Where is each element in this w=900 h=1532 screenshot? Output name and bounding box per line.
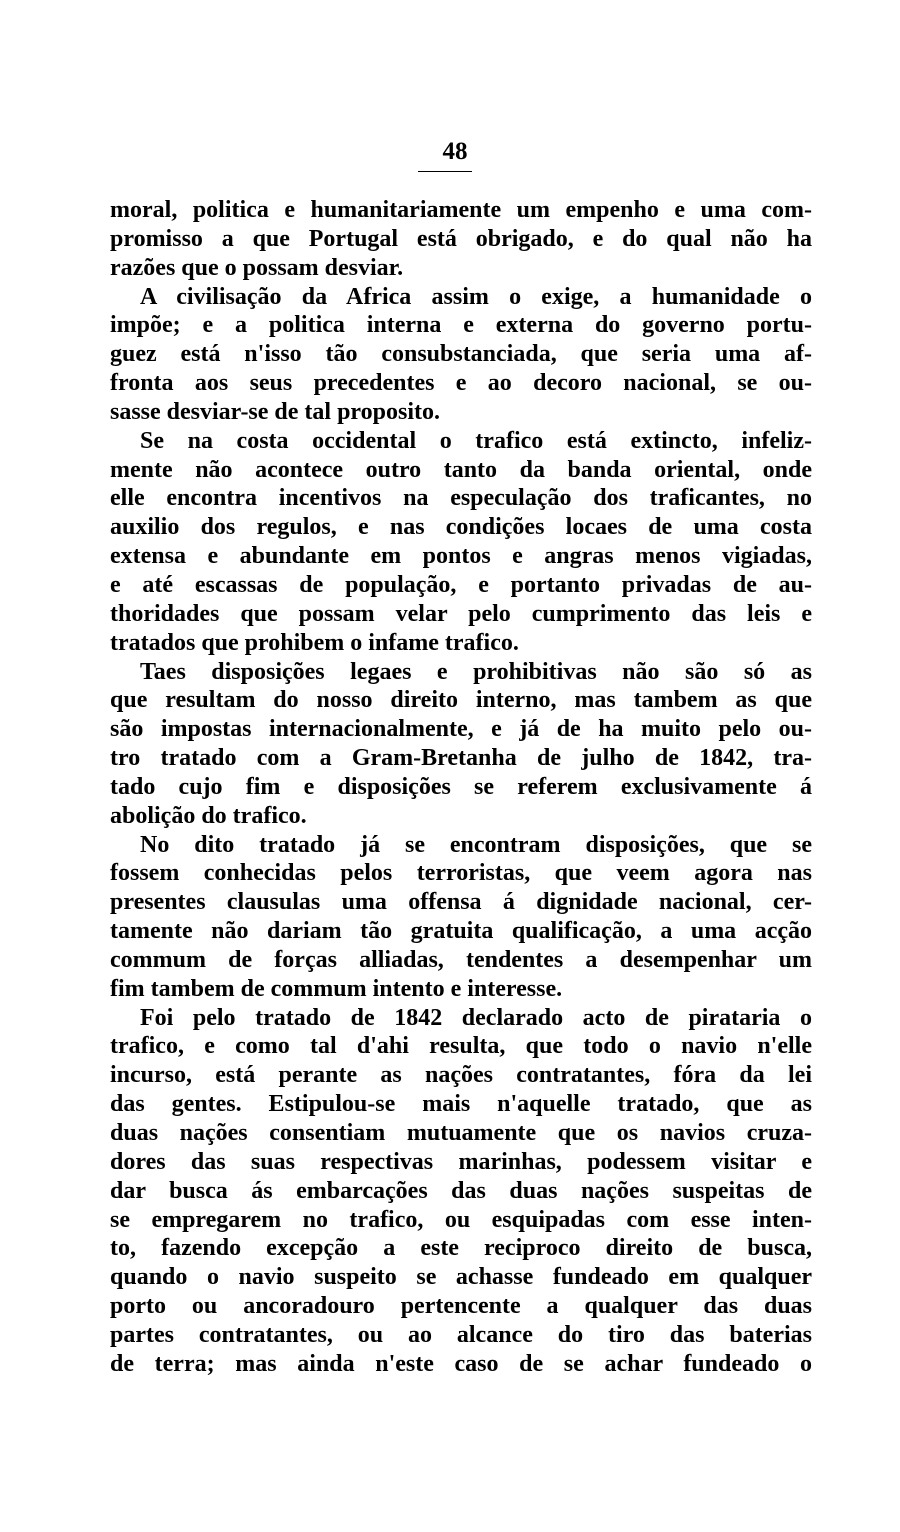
text-line: guez está n'isso tão consubstanciada, que seria uma af- <box>110 341 812 368</box>
text-line: extensa e abundante em pontos e angras menos vigiadas, <box>110 543 812 570</box>
text-line: tado cujo fim e disposições se referem exclusivamente á <box>110 773 812 800</box>
text-line: moral, politica e humanitariamente um empenho e uma com- <box>110 197 812 223</box>
text-line: Foi pelo tratado de 1842 declarado acto de pirataria o <box>140 1004 812 1031</box>
paragraph <box>110 831 812 1004</box>
text-line: sasse desviar-se de tal proposito. <box>110 398 440 425</box>
text-line: No dito tratado já se encontram disposições, que se <box>140 831 812 858</box>
text-line: incurso, está perante as nações contratantes, fóra da lei <box>110 1062 812 1089</box>
text-line: elle encontra incentivos na especulação dos traficantes, no <box>110 485 812 512</box>
text-line: tro tratado com a Gram-Bretanha de julho de 1842, tra- <box>110 745 812 772</box>
text-line: duas nações consentiam mutuamente que os navios cruza- <box>110 1120 812 1146</box>
text-line: impõe; e a politica interna e externa do governo portu- <box>110 312 812 339</box>
text-line: auxilio dos regulos, e nas condições locaes de uma costa <box>110 514 812 541</box>
text-line: abolição do trafico. <box>110 802 307 829</box>
text-line: promisso a que Portugal está obrigado, e do qual não ha <box>110 225 812 252</box>
paragraph <box>110 196 812 283</box>
paragraph <box>110 283 812 427</box>
text-line: são impostas internacionalmente, e já de ha muito pelo ou- <box>110 716 812 743</box>
text-line: fronta aos seus precedentes e ao decoro nacional, se ou- <box>110 370 812 397</box>
text-line: mente não acontece outro tanto da banda oriental, onde <box>110 456 812 483</box>
text-line: Se na costa occidental o trafico está extincto, infeliz- <box>140 427 812 454</box>
text-line: se empregarem no trafico, ou esquipadas com esse inten- <box>110 1206 812 1233</box>
text-line: quando o navio suspeito se achasse fundeado em qualquer <box>110 1264 812 1291</box>
text-line: tratados que prohibem o infame trafico. <box>110 629 519 656</box>
text-line: commum de forças alliadas, tendentes a desempenhar um <box>110 946 812 973</box>
text-line: porto ou ancoradouro pertencente a qualquer das duas <box>110 1293 812 1320</box>
text-line: A civilisação da Africa assim o exige, a humanidade o <box>140 283 812 310</box>
text-line: partes contratantes, ou ao alcance do tiro das baterias <box>110 1321 812 1348</box>
paragraph <box>110 427 812 658</box>
text-line: de terra; mas ainda n'este caso de se achar fundeado o <box>110 1350 812 1377</box>
text-line: thoridades que possam velar pelo cumprimento das leis e <box>110 600 812 627</box>
text-line: e até escassas de população, e portanto privadas de au- <box>110 571 812 598</box>
text-line: razões que o possam desviar. <box>110 254 404 281</box>
paragraph <box>110 658 812 831</box>
text-line: fim tambem de commum intento e interesse. <box>110 975 563 1002</box>
text-line: presentes clausulas uma offensa á dignidade nacional, cer- <box>110 889 812 916</box>
text-line: Taes disposições legaes e prohibitivas não são só as <box>140 658 812 685</box>
text-line: trafico, e como tal d'ahi resulta, que todo o navio n'elle <box>110 1033 812 1060</box>
page-number: 48 <box>442 138 468 165</box>
text-line: que resultam do nosso direito interno, mas tambem as que <box>110 687 812 714</box>
text-line: fossem conhecidas pelos terroristas, que veem agora nas <box>110 860 812 887</box>
text-line: to, fazendo excepção a este reciproco direito de busca, <box>110 1235 812 1262</box>
text-line: dar busca ás embarcações das duas nações suspeitas de <box>110 1177 812 1204</box>
text-line: das gentes. Estipulou-se mais n'aquelle tratado, que as <box>110 1091 812 1118</box>
page-number-rule <box>418 171 472 172</box>
text-line: dores das suas respectivas marinhas, podessem visitar e <box>110 1148 812 1175</box>
body-text <box>110 196 812 1379</box>
text-line: tamente não dariam tão gratuita qualificação, a uma acção <box>110 918 812 945</box>
paragraph <box>110 1004 812 1379</box>
